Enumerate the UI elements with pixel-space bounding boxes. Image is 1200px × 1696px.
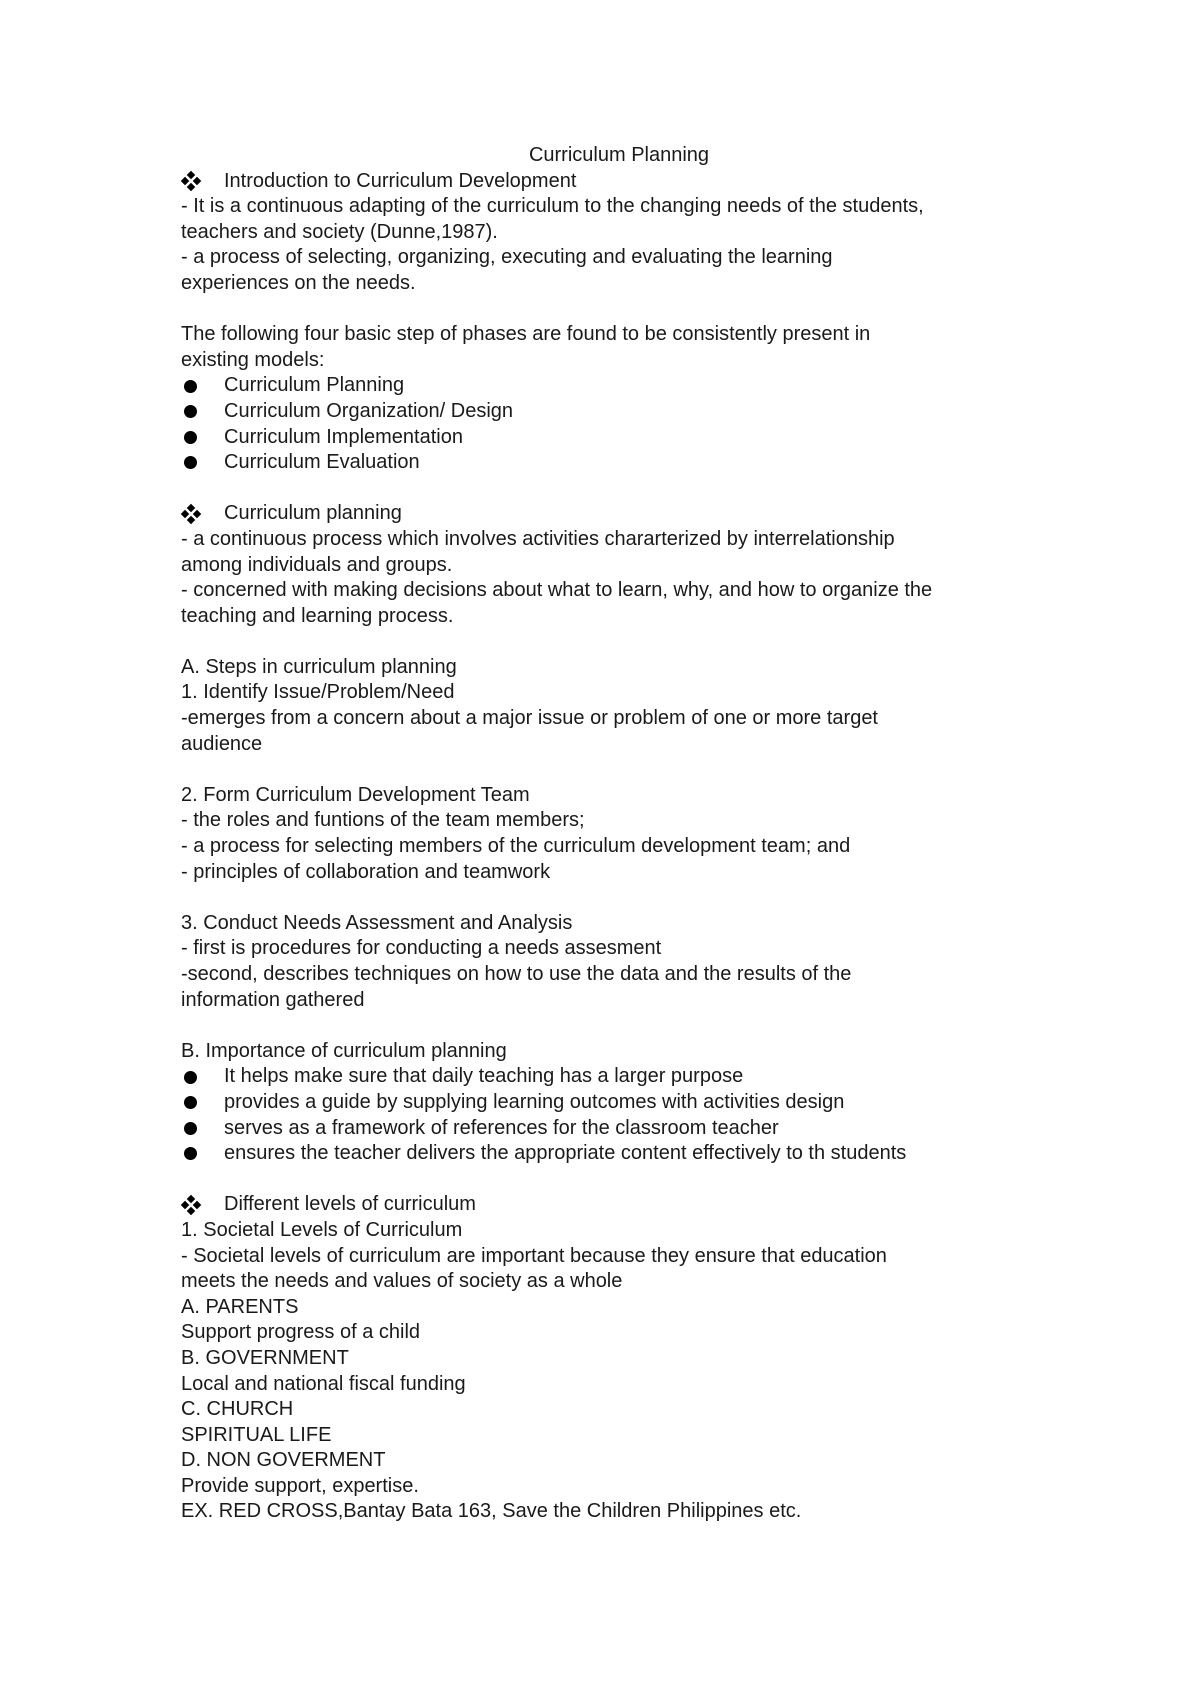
text-line: B. GOVERNMENT bbox=[181, 1346, 349, 1369]
list-item: Curriculum Planning bbox=[181, 373, 1061, 399]
heading-text: Different levels of curriculum bbox=[224, 1193, 476, 1216]
text-line: information gathered bbox=[181, 988, 365, 1011]
diamond-bullet-icon bbox=[182, 505, 200, 523]
bullet-icon bbox=[184, 1071, 197, 1084]
text-line: - concerned with making decisions about what to learn, why, and how to organize the bbox=[181, 579, 933, 602]
text-line: - first is procedures for conducting a needs assesment bbox=[181, 937, 662, 960]
text-line: SPIRITUAL LIFE bbox=[181, 1423, 332, 1446]
text-line: Provide support, expertise. bbox=[181, 1474, 419, 1497]
document-page bbox=[181, 143, 1061, 1525]
diamond-bullet-icon bbox=[182, 172, 200, 190]
text-line: EX. RED CROSS,Bantay Bata 163, Save the Children Philippines etc. bbox=[181, 1500, 802, 1523]
text-line: Support progress of a child bbox=[181, 1321, 421, 1344]
bullet-icon bbox=[184, 431, 197, 444]
text-line: experiences on the needs. bbox=[181, 271, 416, 294]
text-line: existing models: bbox=[181, 348, 325, 371]
list-item: ensures the teacher delivers the appropriate content effectively to th students bbox=[181, 1141, 1061, 1167]
bullet-icon bbox=[184, 1096, 197, 1109]
subheading: A. Steps in curriculum planning bbox=[181, 655, 457, 678]
list-item: serves as a framework of references for the classroom teacher bbox=[181, 1116, 1061, 1142]
text-line: - a continuous process which involves activities chararterized by interrelationship bbox=[181, 527, 895, 550]
bullet-icon bbox=[184, 1122, 197, 1135]
diamond-bullet-icon bbox=[182, 1196, 200, 1214]
list-item: Curriculum Implementation bbox=[181, 425, 1061, 451]
document-title: Curriculum Planning bbox=[528, 144, 710, 166]
text-line: -emerges from a concern about a major issue or problem of one or more target bbox=[181, 707, 878, 730]
text-line: Local and national fiscal funding bbox=[181, 1372, 466, 1395]
text-line: - Societal levels of curriculum are important because they ensure that education bbox=[181, 1244, 887, 1267]
text-line: D. NON GOVERMENT bbox=[181, 1449, 386, 1472]
section-heading-levels bbox=[181, 1192, 1061, 1218]
text-line: audience bbox=[181, 732, 263, 755]
text-line: teaching and learning process. bbox=[181, 604, 454, 627]
list-item: Curriculum Organization/ Design bbox=[181, 399, 1061, 425]
text-line: - principles of collaboration and teamwork bbox=[181, 860, 551, 883]
text-line: - a process for selecting members of the curriculum development team; and bbox=[181, 835, 851, 858]
text-line: A. PARENTS bbox=[181, 1295, 299, 1318]
text-line: teachers and society (Dunne,1987). bbox=[181, 220, 498, 243]
text-line: 1. Identify Issue/Problem/Need bbox=[181, 681, 455, 704]
text-line: among individuals and groups. bbox=[181, 553, 453, 576]
section-heading-planning bbox=[181, 501, 1061, 527]
bullet-icon bbox=[184, 405, 197, 418]
section-heading-intro bbox=[181, 169, 1061, 195]
text-line: - a process of selecting, organizing, executing and evaluating the learning bbox=[181, 246, 833, 269]
list-item: It helps make sure that daily teaching has a larger purpose bbox=[181, 1064, 1061, 1090]
heading-text: Curriculum planning bbox=[224, 502, 402, 525]
bullet-icon bbox=[184, 456, 197, 469]
text-line: 2. Form Curriculum Development Team bbox=[181, 783, 530, 806]
text-line: - It is a continuous adapting of the curriculum to the changing needs of the students, bbox=[181, 195, 924, 218]
bullet-icon bbox=[184, 380, 197, 393]
text-line: meets the needs and values of society as a whole bbox=[181, 1270, 623, 1293]
heading-text: Introduction to Curriculum Development bbox=[224, 169, 577, 192]
text-line: C. CHURCH bbox=[181, 1398, 294, 1421]
subheading: B. Importance of curriculum planning bbox=[181, 1039, 507, 1062]
text-line: - the roles and funtions of the team members; bbox=[181, 809, 585, 832]
list-item: Curriculum Evaluation bbox=[181, 450, 1061, 476]
list-item: provides a guide by supplying learning outcomes with activities design bbox=[181, 1090, 1061, 1116]
text-line: -second, describes techniques on how to use the data and the results of the bbox=[181, 963, 852, 985]
text-line: The following four basic step of phases are found to be consistently present in bbox=[181, 323, 871, 346]
text-line: 1. Societal Levels of Curriculum bbox=[181, 1218, 463, 1241]
bullet-icon bbox=[184, 1147, 197, 1160]
text-line: 3. Conduct Needs Assessment and Analysis bbox=[181, 911, 573, 934]
